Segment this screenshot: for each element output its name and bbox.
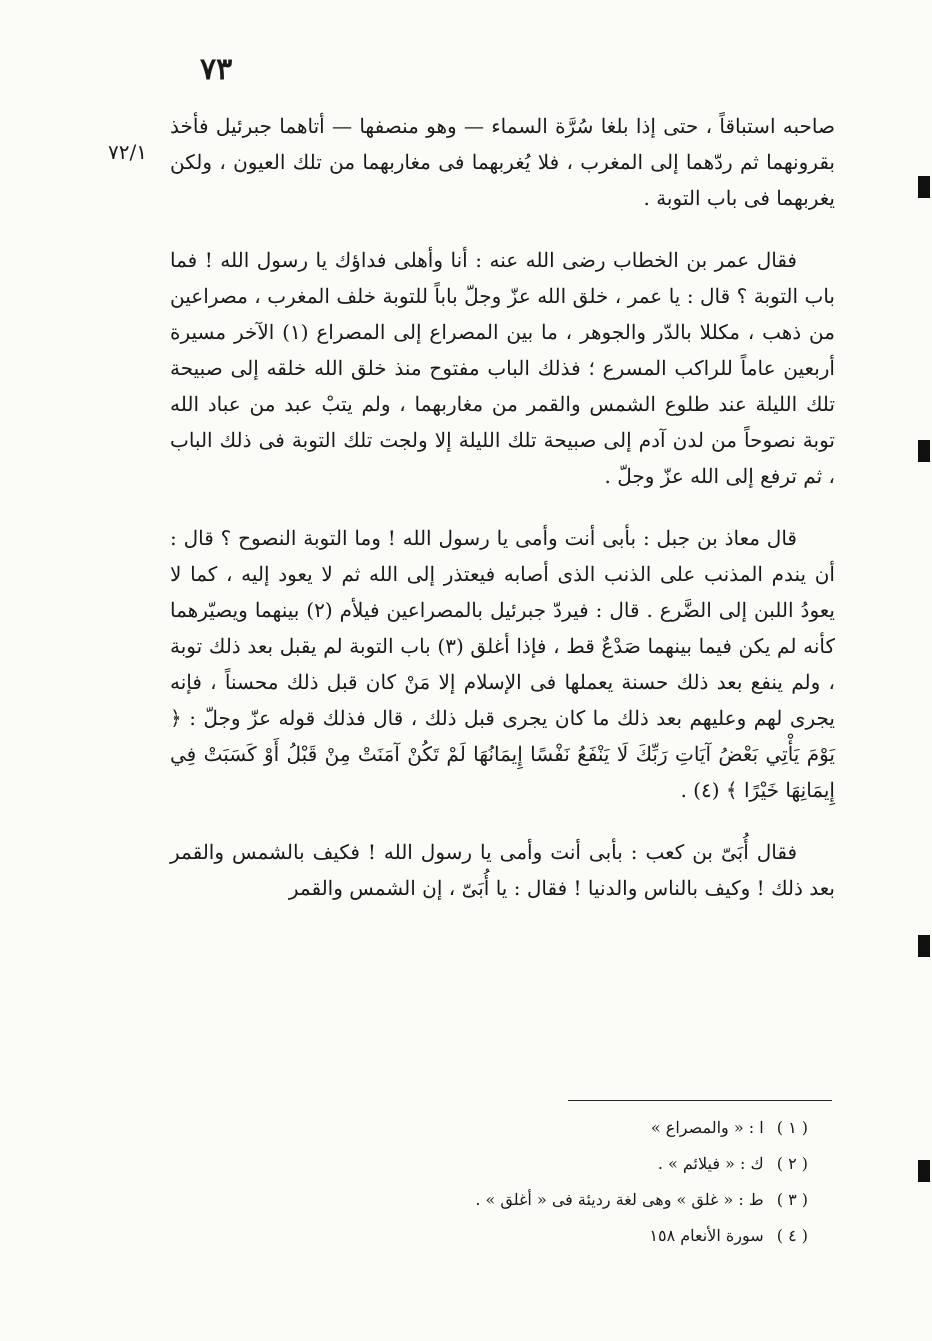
footnote-text: ا : « والمصراع » — [650, 1118, 764, 1137]
footnote-text: سورة الأنعام ١٥٨ — [649, 1226, 764, 1245]
footnote-1 — [400, 1110, 808, 1146]
footnote-number: ( ٤ ) — [776, 1226, 808, 1245]
footnote-2 — [400, 1146, 808, 1182]
paragraph-1: صاحبه استباقاً ، حتى إذا بلغا سُرَّة السماء — وهو منصفها — أتاهما جبرئيل فأخذ بقرونهما ثم ردّهما إلى المغرب ، فلا يُغربهما فى مغاربهما من تلك العيون ، ولكن يغربهما فى باب التوبة . — [170, 114, 835, 210]
body-text — [170, 108, 835, 932]
footnote-number: ( ٣ ) — [776, 1190, 808, 1209]
footnote-divider — [568, 1100, 832, 1101]
margin-reference: ٧٢/١ — [108, 140, 147, 164]
footnote-number: ( ٢ ) — [776, 1154, 808, 1173]
paragraph-3: قال معاذ بن جبل : بأبى أنت وأمى يا رسول الله ! وما التوبة النصوح ؟ قال : أن يندم المذنب على الذنب الذى أصابه فيعتذر إلى الله ثم لا يعود إليه ، كما لا يعودُ اللبن إلى الضَّرع . قال : فيردّ جبرئيل بالمصراعين فيلأم (٢) بينهما ويصيّرهما كأنه لم يكن فيما بينهما صَدْعٌ قط ، فإذا أغلق (٣) باب التوبة لم يقبل بعد ذلك توبة ، ولم ينفع بعد ذلك حسنة يعملها فى الإسلام إلا مَنْ كان قبل ذلك محسناً ، فإنه يجرى لهم وعليهم بعد ذلك ما كان يجرى قبل ذلك ، قال فذلك قوله عزّ وجلّ : ﴿ يَوْمَ يَأْتِي بَعْضُ آيَاتِ رَبِّكَ لَا يَنْفَعُ نَفْسًا إِيمَانُهَا لَمْ تَكُنْ آمَنَتْ مِنْ قَبْلُ أَوْ كَسَبَتْ فِي إِيمَانِهَا خَيْرًا ﴾ (٤) . — [170, 526, 836, 802]
paragraph-2: فقال عمر بن الخطاب رضى الله عنه : أنا وأهلى فداؤك يا رسول الله ! فما باب التوبة ؟ قال : يا عمر ، خلق الله عزّ وجلّ باباً للتوبة خلف المغرب ، مصراعين من ذهب ، مكللا بالدّر والجوهر ، ما بين المصراع إلى المصراع (١) الآخر مسيرة أربعين عاماً للراكب المسرع ؛ فذلك الباب مفتوح منذ خلق الله خلقه إلى صبيحة تلك الليلة عند طلوع الشمس والقمر من مغاربهما ، ولم يتبْ عبد من عباد الله توبة نصوحاً من لدن آدم إلى صبيحة تلك الليلة إلا ولجت تلك التوبة فى ذلك الباب ، ثم ترفع إلى الله عزّ وجلّ . — [170, 248, 835, 488]
paragraph-4: فقال أُبَىّ بن كعب : بأبى أنت وأمى يا رسول الله ! فكيف بالشمس والقمر بعد ذلك ! وكيف بالناس والدنيا ! فقال : يا أُبَىّ ، إن الشمس والقمر — [170, 840, 835, 900]
page-number: ٧٣ — [200, 52, 233, 87]
edge-marker-top — [918, 176, 930, 198]
edge-marker-middle — [918, 935, 930, 957]
edge-marker-bottom — [918, 1160, 930, 1182]
footnotes — [400, 1110, 808, 1254]
footnote-3 — [400, 1182, 808, 1218]
footnote-text: ك : « فيلائم » . — [657, 1154, 764, 1173]
footnote-number: ( ١ ) — [776, 1118, 808, 1137]
footnote-text: ط : « غلق » وهى لغة رديئة فى « أغلق » . — [475, 1190, 764, 1209]
footnote-4 — [400, 1218, 808, 1254]
edge-marker-upper — [918, 440, 930, 462]
